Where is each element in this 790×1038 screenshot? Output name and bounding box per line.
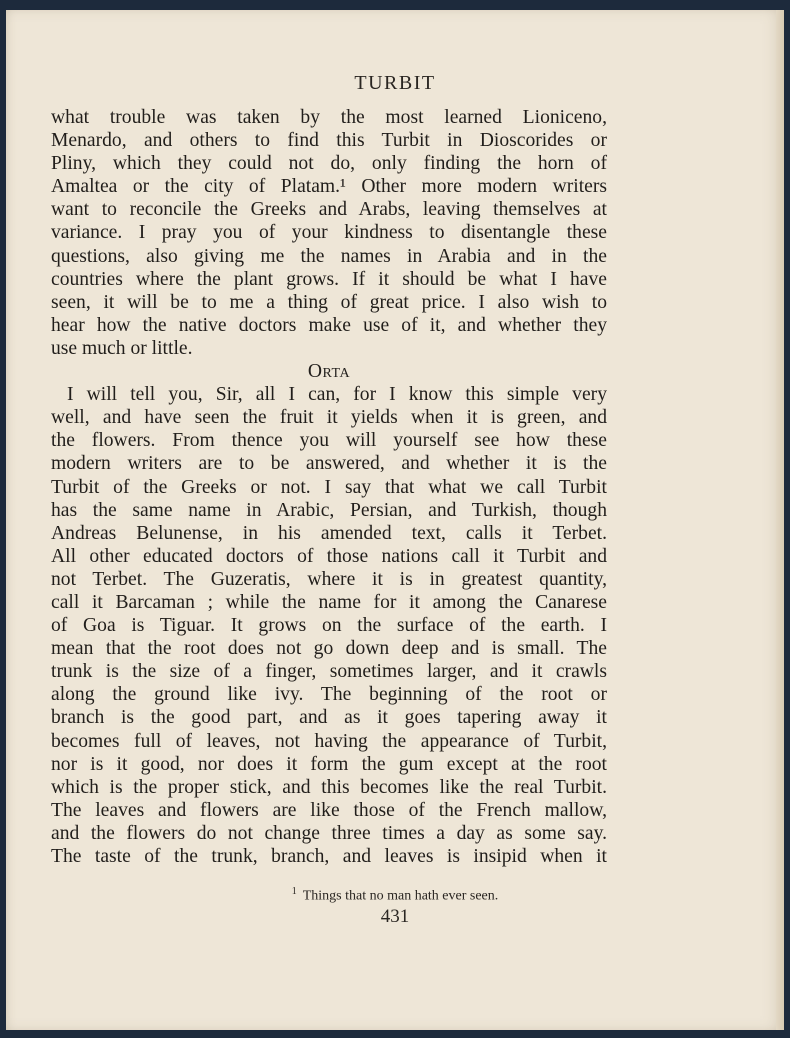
- text-line: trunk is the size of a finger, sometimes larger, and it crawls: [51, 661, 607, 683]
- text-line: the flowers. From thence you will yourself see how these: [51, 430, 607, 452]
- text-line: which is the proper stick, and this becomes like the real Turbit.: [51, 776, 607, 798]
- running-header: TURBIT: [354, 72, 436, 94]
- text-line: branch is the good part, and as it goes tapering away it: [51, 707, 607, 729]
- text-line: and the flowers do not change three times a day as some say.: [51, 822, 607, 844]
- text-line: Pliny, which they could not do, only finding the horn of: [51, 153, 607, 175]
- text-line: becomes full of leaves, not having the appearance of Turbit,: [51, 730, 607, 752]
- text-line: modern writers are to be answered, and whether it is the: [51, 453, 607, 475]
- text-line: The leaves and flowers are like those of the French mallow,: [51, 799, 607, 821]
- text-line: seen, it will be to me a thing of great price. I also wish to: [51, 291, 607, 313]
- text-line: countries where the plant grows. If it should be what I have: [51, 268, 607, 290]
- text-line: Amaltea or the city of Platam.¹ Other more modern writers: [51, 176, 607, 198]
- text-line: well, and have seen the fruit it yields when it is green, and: [51, 407, 607, 429]
- page-edge: [776, 10, 784, 1030]
- footnote-text: Things that no man hath ever seen.: [302, 888, 499, 904]
- text-line: what trouble was taken by the most learned Lioniceno,: [51, 107, 607, 128]
- text-line: not Terbet. The Guzeratis, where it is in greatest quantity,: [51, 568, 607, 590]
- text-line: All other educated doctors of those nations call it Turbit and: [51, 545, 607, 567]
- text-line: along the ground like ivy. The beginning of the root or: [51, 684, 607, 706]
- text-line: Turbit of the Greeks or not. I say that what we call Turbit: [51, 476, 607, 498]
- footnote: [6, 886, 784, 905]
- text-line: Menardo, and others to find this Turbit in Dioscorides or: [51, 130, 607, 152]
- text-line: variance. I pray you of your kindness to disentangle these: [51, 222, 607, 244]
- speaker-heading: Orta: [307, 361, 351, 383]
- text-line: The taste of the trunk, branch, and leaves is insipid when it: [51, 846, 607, 867]
- text-line: call it Barcaman ; while the name for it among the Canarese: [51, 591, 607, 613]
- footnote-marker: 1: [291, 886, 297, 897]
- text-line: Andreas Belunense, in his amended text, calls it Terbet.: [51, 522, 607, 544]
- page-number: 431: [380, 906, 410, 927]
- text-line: nor is it good, nor does it form the gum except at the root: [51, 753, 607, 775]
- text-line: use much or little.: [51, 337, 193, 359]
- text-line: has the same name in Arabic, Persian, and Turkish, though: [51, 499, 607, 521]
- text-line: hear how the native doctors make use of it, and whether they: [51, 314, 607, 336]
- text-line: I will tell you, Sir, all I can, for I know this simple very: [67, 384, 607, 406]
- body-text: [51, 106, 607, 868]
- text-line: questions, also giving me the names in Arabia and in the: [51, 245, 607, 267]
- book-page: [6, 10, 784, 1030]
- text-line: mean that the root does not go down deep and is small. The: [51, 638, 607, 660]
- text-line: of Goa is Tiguar. It grows on the surface of the earth. I: [51, 615, 607, 637]
- text-line: want to reconcile the Greeks and Arabs, leaving themselves at: [51, 199, 607, 221]
